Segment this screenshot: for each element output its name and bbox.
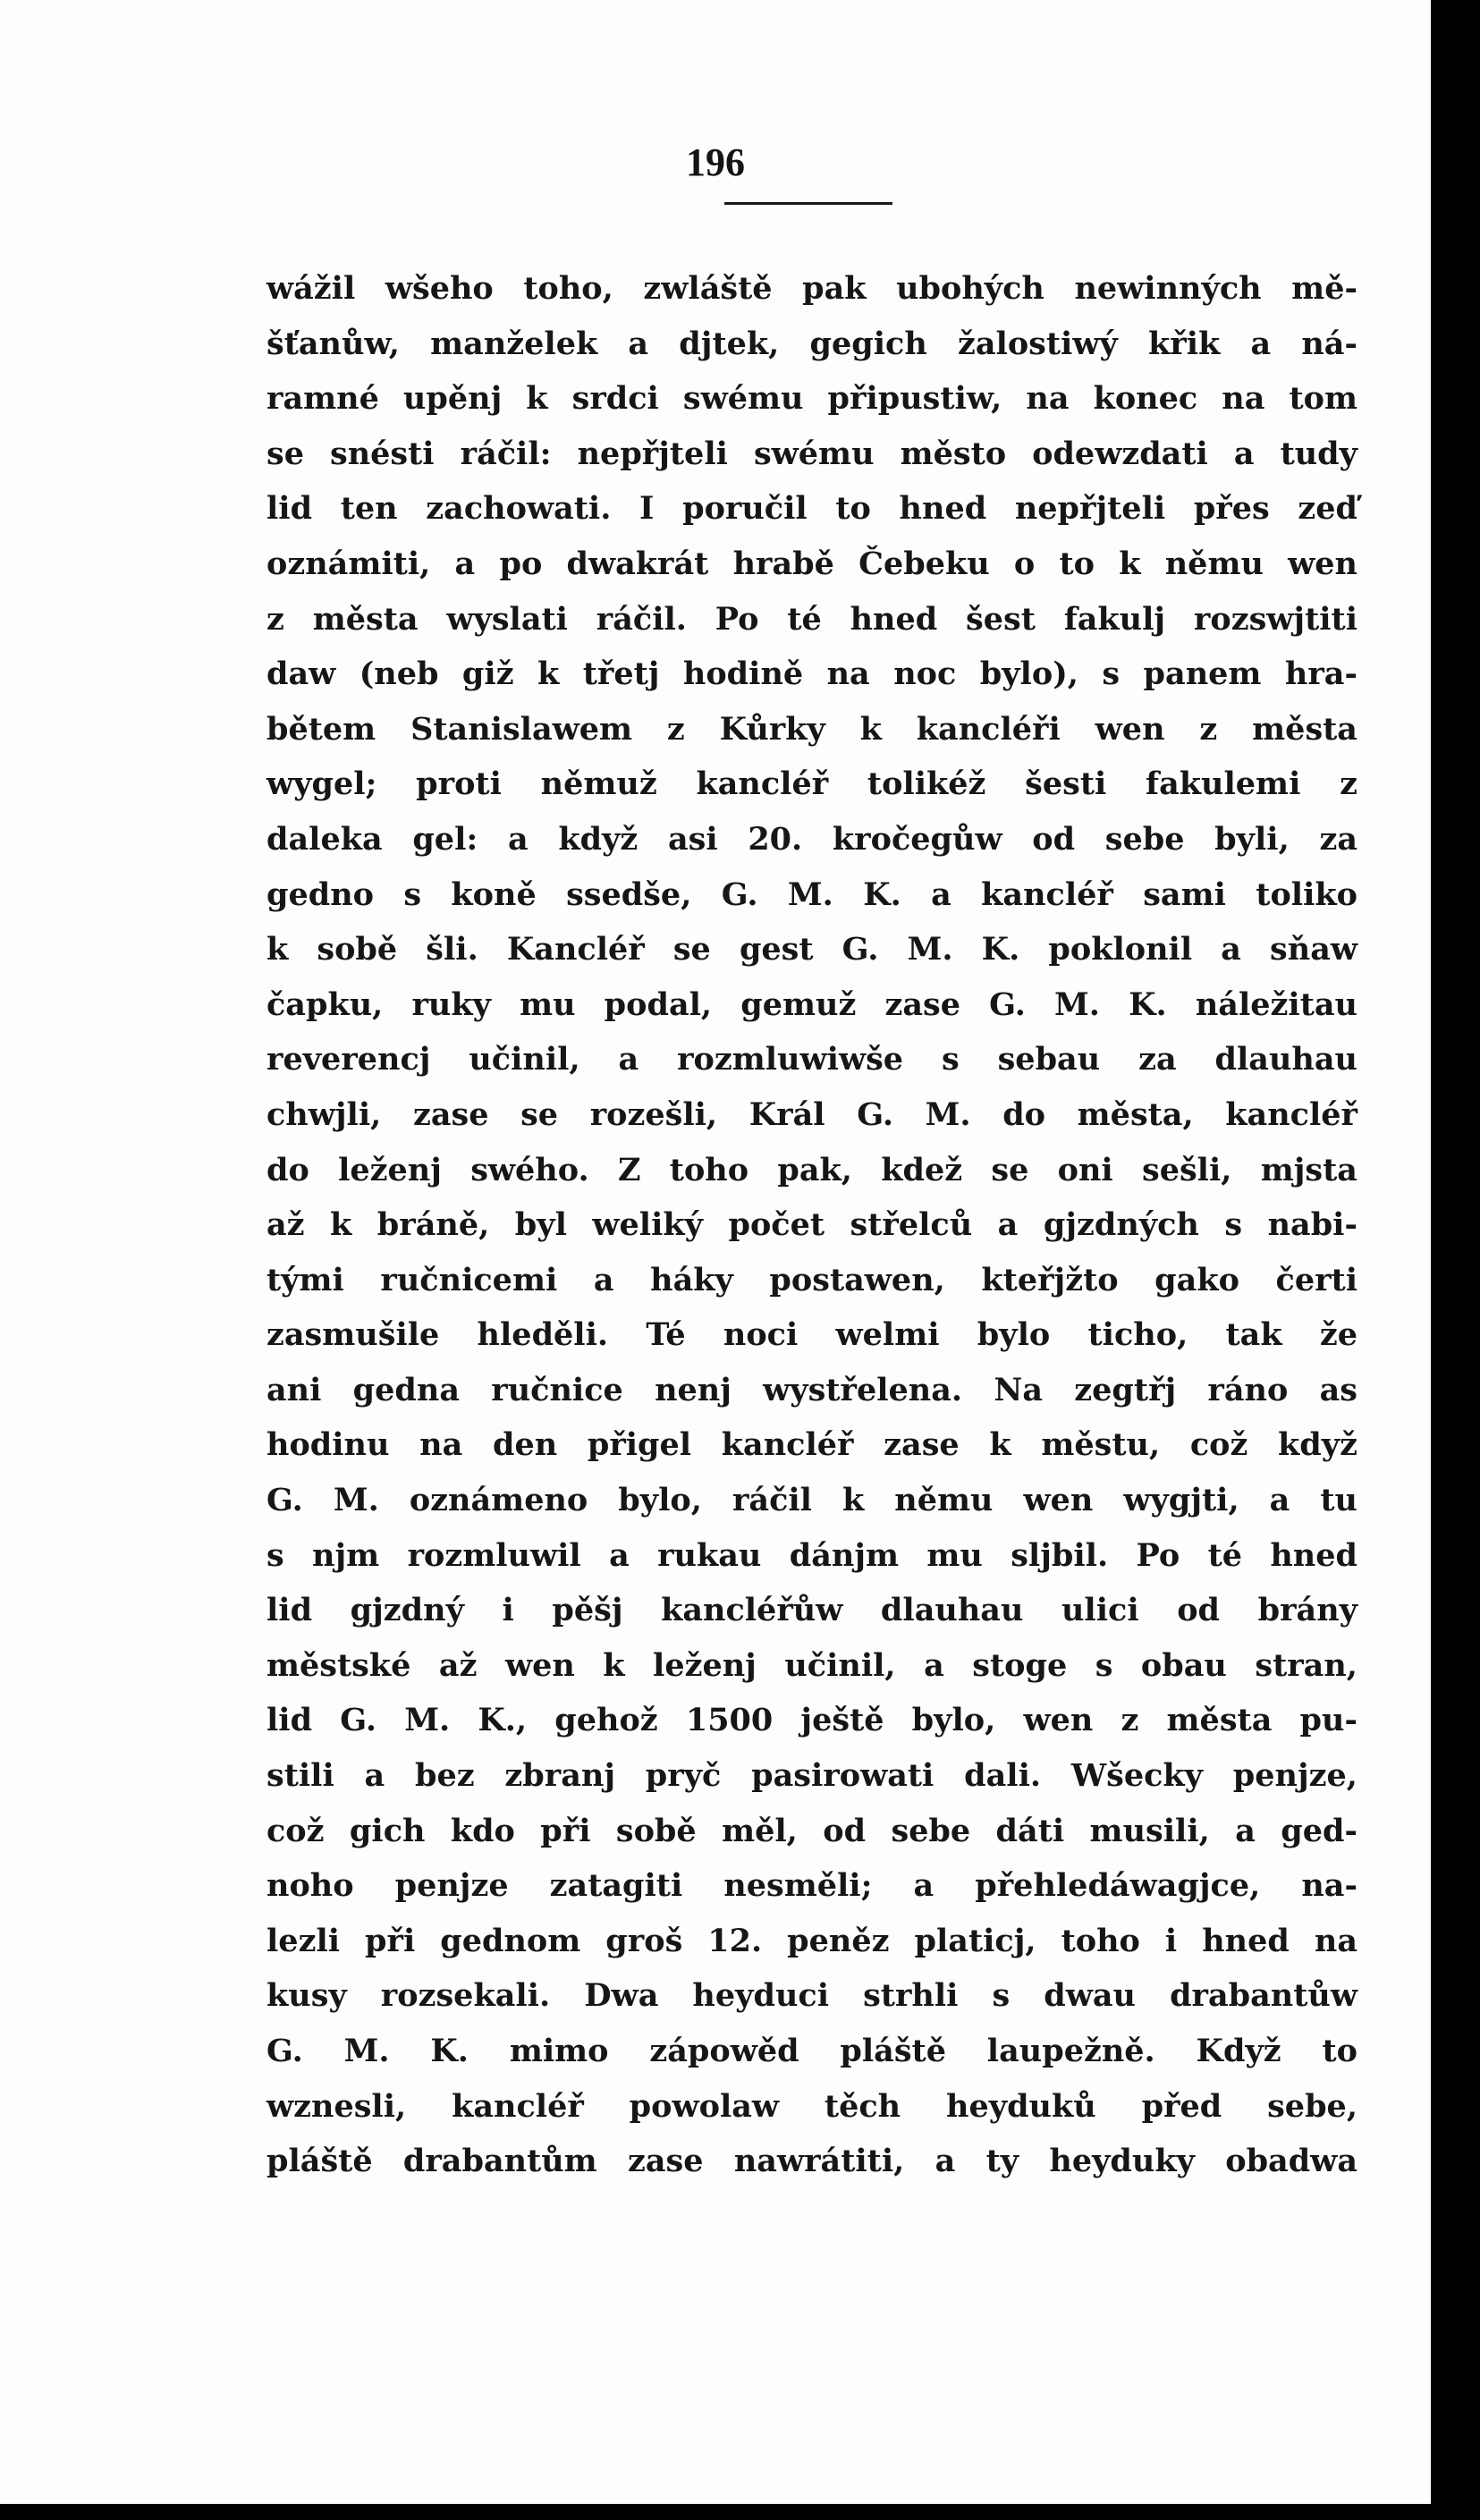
text-line: G. M. K. mimo zápowěd pláště laupežně. Když to [266, 2033, 1357, 2069]
text-line: zasmušile hleděli. Té noci welmi bylo ticho, tak že [266, 1316, 1357, 1354]
text-line: noho penjze zatagiti nesměli; a přehledáwagjce, na- [266, 1867, 1357, 1905]
text-line: městské až wen k leženj učinil, a stoge s obau stran, [266, 1646, 1357, 1684]
text-line: kusy rozsekali. Dwa heyduci strhli s dwau drabantůw [266, 1977, 1357, 2015]
text-line: daleka gel: a když asi 20. kročegůw od sebe byli, za [266, 820, 1357, 858]
text-line: až k bráně, byl weliký počet střelců a gjzdných s nabi- [266, 1206, 1357, 1244]
text-line: ani gedna ručnice nenj wystřelena. Na zegtřj ráno as [266, 1371, 1357, 1408]
text-line: ramné upěnj k srdci swému připustiw, na konec na tom [266, 380, 1357, 418]
text-line: reverencj učinil, a rozmluwiwše s sebau za dlauhau [266, 1041, 1357, 1078]
text-line: wznesli, kancléř powolaw těch heyduků před sebe, [266, 2087, 1357, 2125]
body-text [266, 261, 1357, 2189]
page-number: 196 [686, 140, 745, 184]
text-line: lid ten zachowati. I poručil to hned nepřjteli přes zeď [266, 490, 1357, 528]
text-line: lezli při gednom groš 12. peněz platicj, toho i hned na [266, 1922, 1357, 1959]
text-line: hodinu na den přigel kancléř zase k městu, což když [266, 1426, 1357, 1464]
text-line: bětem Stanislawem z Kůrky k kancléři wen z města [266, 710, 1357, 748]
text-line: z města wyslati ráčil. Po té hned šest fakulj rozswjtiti [266, 600, 1357, 638]
text-line: šťanůw, manželek a djtek, gegich žalostiwý křik a ná- [266, 325, 1357, 362]
text-line: oznámiti, a po dwakrát hrabě Čebeku o to k němu wen [266, 545, 1357, 582]
text-line: wážil wšeho toho, zwláště pak ubohých newinných mě- [266, 270, 1357, 307]
text-line: lid gjzdný i pěšj kancléřůw dlauhau ulici od brány [266, 1592, 1357, 1629]
text-line: do leženj swého. Z toho pak, kdež se oni sešli, mjsta [266, 1151, 1357, 1188]
text-line: pláště drabantům zase nawrátiti, a ty heyduky obadwa [266, 2143, 1357, 2180]
text-line: s njm rozmluwil a rukau dánjm mu sljbil. Po té hned [266, 1536, 1357, 1574]
text-line: lid G. M. K., gehož 1500 ještě bylo, wen z města pu- [266, 1702, 1357, 1739]
text-line: wygel; proti němuž kancléř tolikéž šesti fakulemi z [266, 765, 1357, 803]
scan-border-right [1431, 0, 1480, 2520]
scan-border-bottom [0, 2504, 1480, 2520]
text-line: tými ručnicemi a háky postawen, kteřjžto gako čerti [266, 1261, 1357, 1298]
text-line: stili a bez zbranj pryč pasirowati dali. Wšecky penjze, [266, 1757, 1357, 1795]
text-line: což gich kdo při sobě měl, od sebe dáti musili, a ged- [266, 1812, 1357, 1849]
text-line: G. M. oznámeno bylo, ráčil k němu wen wygjti, a tu [266, 1482, 1357, 1519]
text-line: k sobě šli. Kancléř se gest G. M. K. poklonil a sňaw [266, 931, 1357, 968]
text-line: čapku, ruky mu podal, gemuž zase G. M. K. náležitau [266, 985, 1357, 1023]
text-line: daw (neb giž k třetj hodině na noc bylo), s panem hra- [266, 655, 1357, 693]
text-line: se snésti ráčil: nepřjteli swému město odewzdati a tudy [266, 435, 1357, 472]
page-number-rule [724, 202, 892, 205]
text-line: gedno s koně ssedše, G. M. K. a kancléř sami toliko [266, 875, 1357, 913]
text-line: chwjli, zase se rozešli, Král G. M. do města, kancléř [266, 1095, 1357, 1133]
